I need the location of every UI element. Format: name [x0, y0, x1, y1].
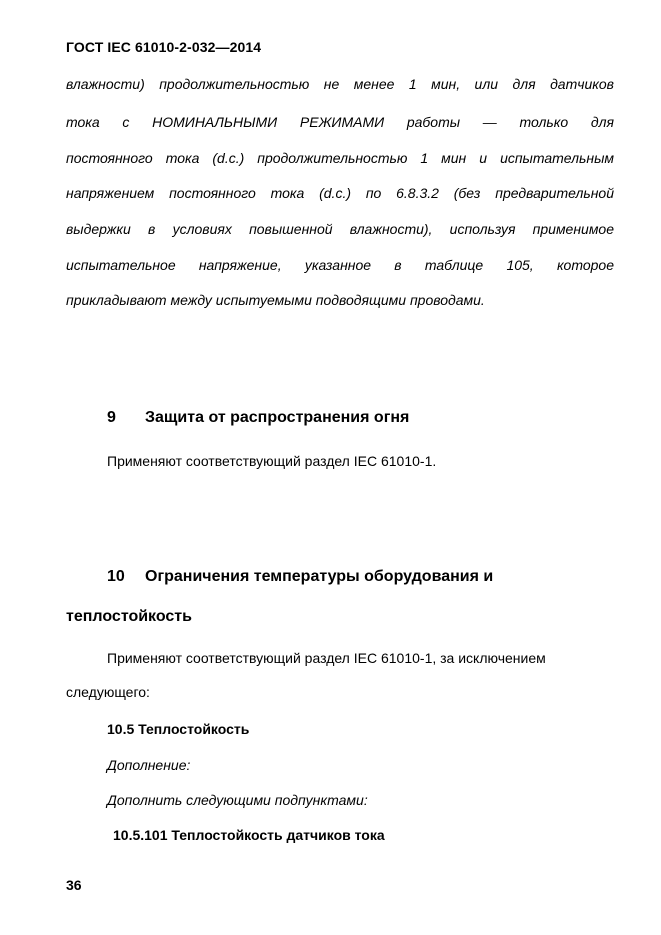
intro-line-2: тока с НОМИНАЛЬНЫМИ РЕЖИМАМИ работы — только для: [66, 114, 614, 130]
page-number: 36: [66, 877, 82, 893]
intro-line-6: испытательное напряжение, указанное в таблице 105, которое: [66, 257, 614, 273]
section-10-title-line1: Ограничения температуры оборудования и: [145, 568, 494, 585]
section-10-text-line1: Применяют соответствующий раздел IEC 61010-1, за исключением: [107, 650, 546, 666]
section-9-number: 9: [107, 409, 116, 426]
document-header: ГОСТ IEC 61010-2-032—2014: [66, 39, 262, 55]
section-9-heading: [107, 409, 409, 427]
subsection-10-5-instruction: Дополнить следующими подпунктами:: [107, 792, 368, 808]
section-10-text-line2: следующего:: [66, 684, 150, 700]
intro-line-5: выдержки в условиях повышенной влажности), используя применимое: [66, 221, 614, 237]
intro-line-7: прикладывают между испытуемыми подводящими проводами.: [66, 292, 485, 308]
subsection-10-5-title: 10.5 Теплостойкость: [107, 721, 250, 737]
section-9-text: Применяют соответствующий раздел IEC 61010-1.: [107, 453, 437, 469]
intro-line-1: влажности) продолжительностью не менее 1 мин, или для датчиков: [66, 76, 614, 92]
section-10-number: 10: [107, 568, 125, 585]
section-10-heading: [107, 568, 493, 586]
section-9-title: Защита от распространения огня: [145, 409, 410, 426]
intro-line-4: напряжением постоянного тока (d.c.) по 6.8.3.2 (без предварительной: [66, 185, 614, 201]
subsection-10-5-101-title: 10.5.101 Теплостойкость датчиков тока: [113, 827, 385, 843]
subsection-10-5-addition: Дополнение:: [107, 757, 191, 773]
section-10-title-line2: теплостойкость: [66, 608, 192, 625]
intro-line-3: постоянного тока (d.c.) продолжительностью 1 мин и испытательным: [66, 150, 614, 166]
